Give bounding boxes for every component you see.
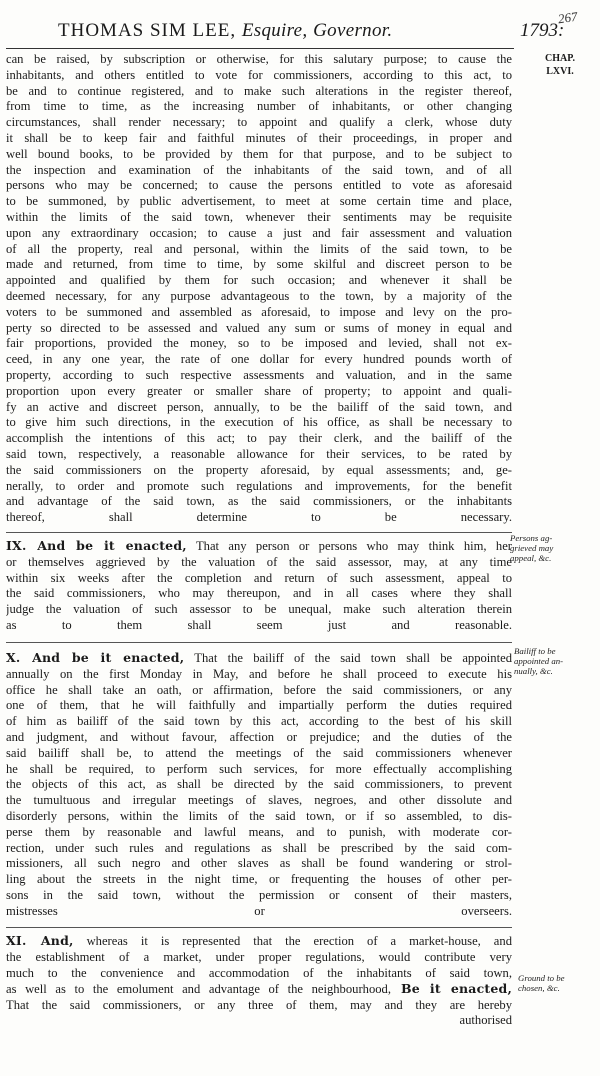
section-9-text (6, 538, 512, 634)
text-line: be and to continue registered, and to make such alterations in the register thereof, (6, 83, 512, 98)
text-line: annually on the first Monday in May, and before he shall proceed to execute his (6, 666, 512, 681)
text-line: as to them shall seem just and reasonable. (6, 617, 512, 632)
margin-note-line: Bailiff to be (514, 646, 556, 656)
margin-note-line: appeal, &c. (510, 553, 552, 563)
text-line: nerally, to order and promote such regulations and improvements, for the benefit (6, 478, 512, 493)
text-line: can be raised, by subscription or otherwise, for this salutary purpose; to cause the (6, 52, 512, 66)
text-line: fy an active and discreet person, annually, to be the bailiff of the said town, and (6, 399, 512, 414)
text-line: it shall be to keep fair and faithful minutes of their proceedings, in proper and (6, 130, 512, 145)
text-line: he shall be required, to perform such services, for more effectually accomplishing (6, 761, 512, 776)
text-line: property, according to such respective assessments and valuation, and in the same (6, 367, 512, 382)
section-11-lead: XI. And, (6, 933, 74, 948)
section-10 (6, 650, 512, 920)
text-line: the establishment of a market, under proper regulations, would contribute very (6, 949, 512, 964)
margin-note-line: nually, &c. (514, 666, 553, 676)
section-10-lead: X. And be it enacted, (6, 650, 185, 665)
text-line: the objects of this act, as shall be directed by the said commissioners, to prevent (6, 777, 512, 792)
text-line: perty so directed to be assessed and valued any sum or sums of money in equal and (6, 320, 512, 335)
text-line: of all the property, real and personal, within the limits of the said town, to be (6, 241, 512, 256)
section-9-first: That any person or persons who may think him, her (186, 539, 512, 553)
chapter-marker (530, 52, 590, 78)
text-line: the inspection and examination of the inhabitants of the said town, and of all (6, 162, 512, 177)
margin-note-line: appointed an- (514, 656, 564, 666)
text-line: inhabitants, and others entitled to vote for commissioners, according to this act, to (6, 67, 512, 82)
text-line: one of them, that he will faithfully and impartially perform the duties required (6, 698, 512, 713)
text-line: and judgment, and without favour, affection or prejudice; and the duties of the (6, 729, 512, 744)
text-line: office he shall take an oath, or affirmation, before the said commissioners, or any (6, 682, 512, 697)
margin-note-section-9 (510, 533, 580, 563)
text-line: upon any extraordinary occasion; to cause a just and fair assessment and valuation (6, 225, 512, 240)
text-line: disorderly persons, within the limits of the said town, or if so assembled, to dis- (6, 808, 512, 823)
chapter-number: LXVI. (546, 66, 574, 77)
text-line: said bailiff shall be, to attend the meetings of the said commissioners whenever (6, 745, 512, 760)
text-line: to give him such directions, in the execution of his office, as shall be necessary to (6, 415, 512, 430)
section-11-line5: That the said commissioners, or any three of them, may and they are hereby (6, 998, 512, 1013)
text-line: to be summoned, by public advertisement, to meet at some certain time and place, (6, 194, 512, 209)
section-11 (6, 933, 512, 1014)
text-line: from time to time, as the increasing number of inhabitants, or other changing (6, 99, 512, 114)
text-line: and advantage of the said town, as the said commissioners, or the inhabitants (6, 494, 512, 509)
section-10-text (6, 650, 512, 920)
chapter-label: CHAP. (545, 53, 575, 64)
text-line: proportion upon every greater or smaller share of property; to appoint and quali- (6, 383, 512, 398)
text-line: much to the convenience and accommodation of the inhabitants of said town, (6, 965, 512, 980)
text-line: accomplish the intentions of this act; to pay their clerk, and the bailiff of the (6, 431, 512, 446)
section-rule (6, 532, 512, 533)
margin-note-line: Ground to be (518, 973, 565, 983)
governor-name: THOMAS SIM LEE, (58, 20, 237, 41)
text-line: sons in the said town, without the permission or consent of their masters, (6, 887, 512, 902)
esquire-label: Esquire, (241, 20, 308, 41)
section-11-first-line (6, 933, 512, 950)
text-line: mistresses or overseers. (6, 903, 512, 918)
section-10-first-line (6, 650, 512, 667)
section-9 (6, 538, 512, 634)
section-11-first: whereas it is represented that the erection of a market-house, and (73, 934, 512, 948)
text-line: persons who may be concerned; to cause the persons entitled to vote as aforesaid (6, 178, 512, 193)
text-line: or themselves aggrieved by the valuation of the said assessor, may, at any time (6, 554, 512, 569)
text-line: circumstances, shall render necessary; to appoint and qualify a clerk, whose duty (6, 115, 512, 130)
text-line: said town, respectively, a reasonable allowance for their services, to be rated by (6, 446, 512, 461)
text-line: perse them by reasonable and lawful means, and to punish, with moderate cor- (6, 824, 512, 839)
margin-note-section-11 (518, 973, 588, 993)
year-label: 1793: (520, 20, 565, 41)
folio-number: 267 (556, 8, 579, 27)
text-line: the said commissioners, who may thereupon, and in all cases where they shall (6, 586, 512, 601)
text-line: appointed and qualified by them for such occasion; and whenever it shall be (6, 273, 512, 288)
text-line: thereof, shall determine to be necessary. (6, 510, 512, 525)
text-line: within six weeks after the completion and return of such assessment, appeal to (6, 570, 512, 585)
text-line: made and returned, from time to time, by some skilful and discreet person to be (6, 257, 512, 272)
margin-note-section-10 (514, 646, 584, 676)
text-line: well bound books, to be provided by them for that purpose, and to be subject to (6, 146, 512, 161)
text-line: missioners, all such negro and other slaves as shall be found wandering or strol- (6, 856, 512, 871)
margin-note-line: chosen, &c. (518, 983, 560, 993)
section-rule (6, 927, 512, 928)
catchword: authorised (459, 1013, 512, 1027)
text-line: the said commissioners on the property aforesaid, by equal assessments; and, ge- (6, 462, 512, 477)
intro-text (6, 52, 512, 526)
text-line: the tumultuous and irregular meetings of slaves, negroes, and other dissolute and (6, 793, 512, 808)
text-line: within the limits of the said town, whenever their sentiments may be requisite (6, 209, 512, 224)
section-11-text (6, 933, 512, 1014)
text-line: deemed necessary, for any purpose advantageous to the town, by a majority of the (6, 288, 512, 303)
intro-paragraph (6, 52, 512, 526)
header-rule (6, 48, 514, 49)
text-line: ceed, in any one year, the rate of one dollar for every hundred pounds worth of (6, 352, 512, 367)
text-line: ling about the streets in the night time, or frequenting the houses of other per- (6, 872, 512, 887)
text-line: of him as bailiff of the said town by this act, according to the best of his skill (6, 714, 512, 729)
text-line: rection, under such rules and regulations as shall be prescribed by the said com- (6, 840, 512, 855)
text-line: voters to be summoned and assembled as aforesaid, to impose and levy on the pro- (6, 304, 512, 319)
section-10-first: That the bailiff of the said town shall be appointed (184, 651, 512, 665)
section-9-lead: IX. And be it enacted, (6, 538, 187, 553)
section-11-enact-line (6, 981, 512, 998)
running-head (58, 20, 392, 42)
section-11-enact: Be it enacted, (390, 981, 512, 997)
text-line: fair proportions, provided the money, so to be imposed and levied, shall not ex- (6, 336, 512, 351)
running-header (0, 8, 600, 48)
text-line: judge the valuation of such assessor to be unequal, make such alteration therein (6, 602, 512, 617)
section-11-line4: as well as to the emolument and advantage of the neighbourhood, (6, 982, 391, 997)
governor-label: Governor. (313, 20, 393, 41)
margin-note-line: Persons ag- (510, 533, 553, 543)
margin-note-line: grieved may (510, 543, 554, 553)
section-rule (6, 642, 512, 643)
section-9-first-line (6, 538, 512, 555)
